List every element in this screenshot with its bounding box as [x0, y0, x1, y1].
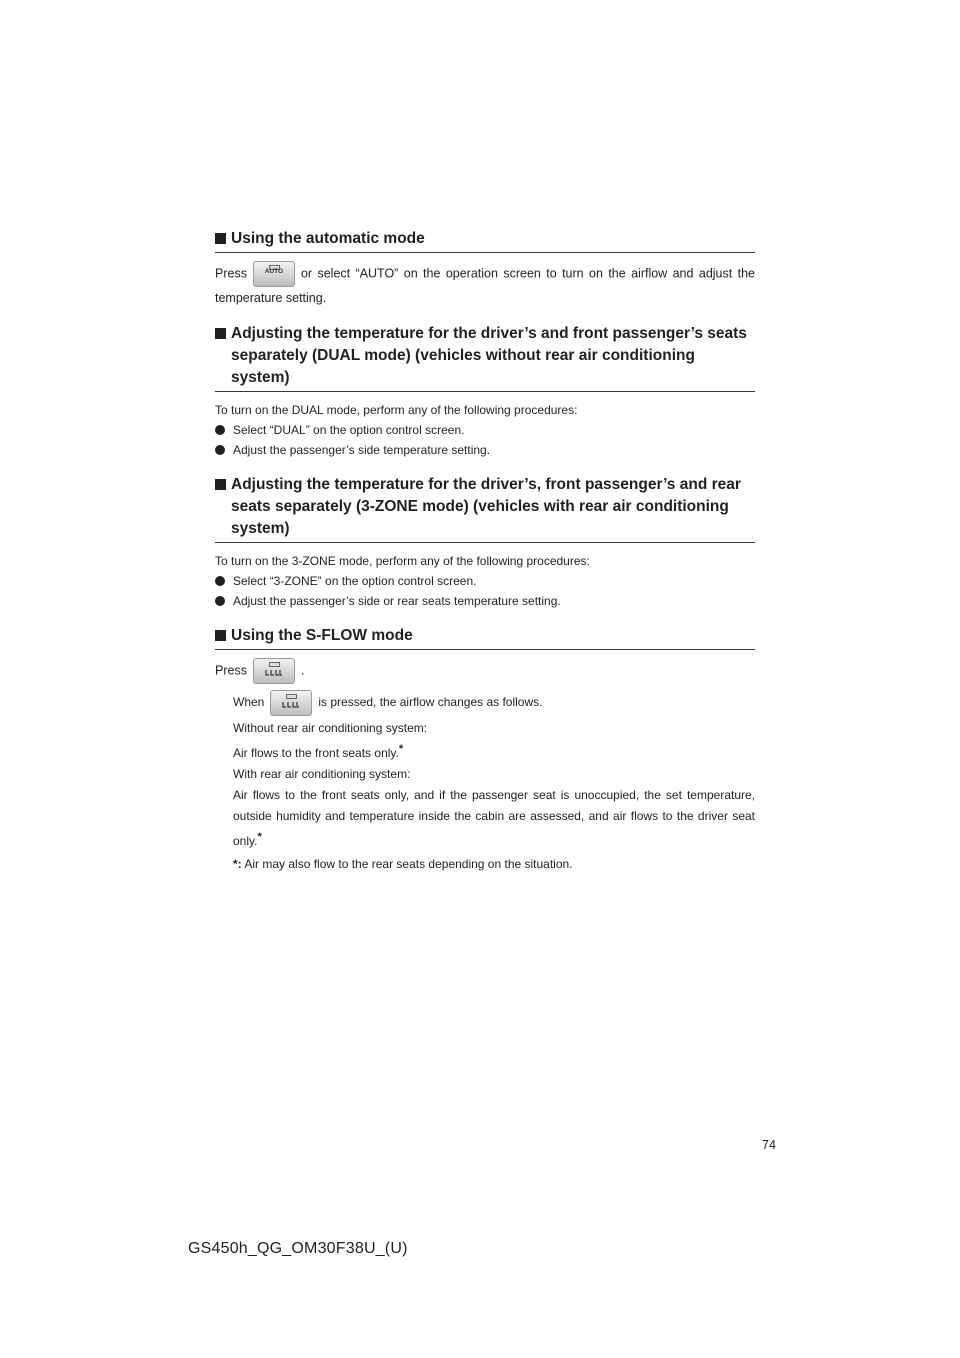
section-title: Adjusting the temperature for the driver’s and front passenger’s seats separately (DUAL mode) (vehicles without rear air conditioning system) — [231, 325, 747, 386]
section-title: Using the S-FLOW mode — [231, 627, 413, 644]
sflow-press-line — [215, 658, 755, 684]
without-rear-text — [233, 739, 755, 764]
3zone-intro: To turn on the 3-ZONE mode, perform any of the following procedures: — [215, 554, 590, 568]
list-item — [215, 591, 755, 611]
square-bullet-icon — [215, 630, 226, 641]
section-automatic-mode — [215, 228, 755, 309]
sflow-when-line — [233, 690, 755, 716]
section-title: Using the automatic mode — [231, 230, 425, 247]
with-rear-text — [233, 785, 755, 852]
auto-button-icon — [253, 261, 295, 287]
bullet-dot-icon — [215, 425, 225, 435]
text: When — [233, 695, 265, 710]
section-sflow-mode — [215, 625, 755, 875]
seat-airflow-icon — [265, 669, 283, 677]
square-bullet-icon — [215, 479, 226, 490]
text: or select “AUTO” on the operation screen to turn on the airflow and adjust the temperature setting. — [215, 266, 755, 305]
indicator-light — [286, 694, 297, 699]
footnote-marker: *: — [233, 857, 242, 871]
section-heading — [215, 474, 755, 543]
square-bullet-icon — [215, 233, 226, 244]
document-footer-code: GS450h_QG_OM30F38U_(U) — [188, 1240, 408, 1257]
footnote-asterisk: * — [398, 743, 404, 755]
section-3zone-mode — [215, 474, 755, 611]
section-heading — [215, 228, 755, 253]
footnote — [233, 854, 755, 875]
list-item-text: Select “3-ZONE” on the option control screen. — [233, 574, 477, 588]
list-item — [215, 440, 755, 460]
list-item — [215, 571, 755, 591]
footnote-asterisk: * — [257, 831, 262, 843]
sflow-button-icon — [253, 658, 295, 684]
indicator-light — [269, 662, 280, 667]
auto-description — [215, 261, 755, 309]
section-dual-mode — [215, 323, 755, 460]
section-heading — [215, 323, 755, 392]
bullet-dot-icon — [215, 596, 225, 606]
with-rear-heading: With rear air conditioning system: — [233, 767, 411, 781]
section-heading — [215, 625, 755, 650]
bullet-dot-icon — [215, 576, 225, 586]
dual-intro: To turn on the DUAL mode, perform any of the following procedures: — [215, 403, 578, 417]
without-rear-heading: Without rear air conditioning system: — [233, 721, 428, 735]
page-content — [215, 228, 755, 889]
text: Air flows to the front seats only, and if the passenger seat is unoccupied, the set temperature, outside humidity and temperature inside the cabin are assessed, and air flows to the driver seat only. — [233, 788, 755, 848]
text: Press — [215, 266, 247, 281]
seat-airflow-icon — [282, 701, 300, 709]
list-item-text: Adjust the passenger’s side temperature setting. — [233, 443, 491, 457]
text: . — [300, 663, 305, 678]
list-item-text: Select “DUAL” on the option control screen. — [233, 423, 465, 437]
bullet-dot-icon — [215, 445, 225, 455]
text: Air flows to the front seats only. — [233, 746, 399, 760]
list-item — [215, 420, 755, 440]
text: Press — [215, 663, 247, 678]
sflow-button-icon — [270, 690, 312, 716]
list-item-text: Adjust the passenger’s side or rear seats temperature setting. — [233, 594, 561, 608]
section-title: Adjusting the temperature for the driver’s, front passenger’s and rear seats separately (3-ZONE mode) (vehicles with rear air conditioning system) — [231, 476, 741, 537]
square-bullet-icon — [215, 328, 226, 339]
page-number: 74 — [762, 1138, 776, 1152]
footnote-text: Air may also flow to the rear seats depending on the situation. — [244, 857, 573, 871]
auto-button-label: AUTO — [264, 268, 284, 275]
text: is pressed, the airflow changes as follows. — [318, 695, 543, 710]
